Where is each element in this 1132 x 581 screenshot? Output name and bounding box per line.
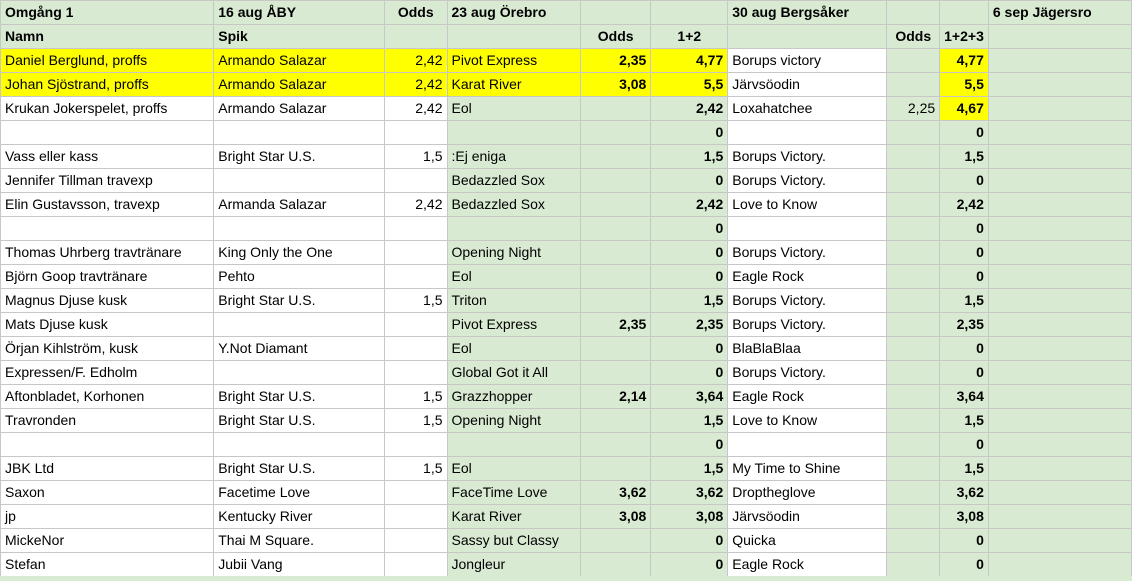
cell-empty[interactable] [988,217,1131,241]
cell-horse-race2[interactable]: Pivot Express [447,313,581,337]
cell-odds-race1[interactable] [384,361,447,385]
cell-name[interactable]: Aftonbladet, Korhonen [1,385,214,409]
cell-horse-race2[interactable]: Triton [447,289,581,313]
cell-horse-race3[interactable]: Love to Know [728,193,887,217]
cell-odds-race1[interactable] [384,553,447,577]
cell-empty[interactable] [988,409,1131,433]
table-row [1,553,1132,577]
table-row [1,241,1132,265]
table-row [1,121,1132,145]
cell-odds-race3[interactable] [887,481,940,505]
cell-sum12[interactable]: 0 [651,529,728,553]
cell-name[interactable] [1,217,214,241]
cell-race1[interactable]: 16 aug ÅBY [214,1,385,25]
cell-horse-race1[interactable]: Pehto [214,265,385,289]
cell-odds-race1[interactable]: 1,5 [384,289,447,313]
table-row [1,409,1132,433]
cell-sum123[interactable]: 0 [940,361,989,385]
cell-odds-race2[interactable]: 3,08 [581,73,651,97]
cell-name[interactable] [1,433,214,457]
cell-odds-race1[interactable]: 2,42 [384,97,447,121]
table-row [1,73,1132,97]
cell-round[interactable]: Omgång 1 [1,1,214,25]
cell-odds-race1[interactable] [384,313,447,337]
cell-odds-race3[interactable]: 2,25 [887,97,940,121]
cell-sum123[interactable]: 1,5 [940,409,989,433]
cell-odds-race1[interactable]: 2,42 [384,193,447,217]
cell-horse-race3[interactable] [728,217,887,241]
cell-horse-race3[interactable]: Borups Victory. [728,361,887,385]
cell-sum12[interactable]: 3,62 [651,481,728,505]
cell-horse-race3[interactable]: Borups Victory. [728,289,887,313]
cell-sum123[interactable]: 0 [940,121,989,145]
cell-horse-race1[interactable]: Jubii Vang [214,553,385,577]
cell-empty[interactable] [581,1,651,25]
cell-empty[interactable] [988,481,1131,505]
table-row [1,505,1132,529]
cell-horse-race3[interactable]: Love to Know [728,409,887,433]
cell-odds-race1[interactable] [384,241,447,265]
cell-odds-race3[interactable] [887,169,940,193]
table-row [1,97,1132,121]
cell-sum123[interactable]: 0 [940,553,989,577]
cell-horse-race2[interactable]: Sassy but Classy [447,529,581,553]
table-row [1,385,1132,409]
cell-name[interactable]: Vass eller kass [1,145,214,169]
cell-sum12[interactable]: 2,42 [651,193,728,217]
cell-odds-race3[interactable] [887,217,940,241]
cell-empty[interactable] [988,361,1131,385]
table-row [1,49,1132,73]
cell-empty[interactable] [988,25,1131,49]
cell-odds-race1[interactable] [384,481,447,505]
cell-name[interactable]: Stefan [1,553,214,577]
cell-sum12[interactable]: 0 [651,241,728,265]
cell-horse-race2[interactable]: Eol [447,457,581,481]
cell-empty[interactable] [940,1,989,25]
cell-odds-race2[interactable] [581,217,651,241]
cell-odds-race2[interactable] [581,553,651,577]
cell-horse-race3[interactable]: Eagle Rock [728,553,887,577]
cell-odds-race2[interactable] [581,121,651,145]
cell-horse-race2[interactable]: :Ej eniga [447,145,581,169]
cell-horse-race2[interactable]: Karat River [447,73,581,97]
cell-empty[interactable] [988,121,1131,145]
cell-odds-race2[interactable] [581,289,651,313]
cell-empty[interactable] [988,193,1131,217]
table-row [1,433,1132,457]
cell-horse-race1[interactable]: Kentucky River [214,505,385,529]
table-row [1,481,1132,505]
cell-horse-race3[interactable]: Eagle Rock [728,385,887,409]
cell-sum12-header[interactable]: 1+2 [651,25,728,49]
cell-odds-race1[interactable] [384,169,447,193]
cell-sum123[interactable]: 0 [940,265,989,289]
cell-sum12[interactable]: 1,5 [651,145,728,169]
cell-odds-race3[interactable] [887,385,940,409]
cell-pick-header[interactable]: Spik [214,25,385,49]
cell-horse-race2[interactable]: Eol [447,97,581,121]
cell-empty[interactable] [988,505,1131,529]
cell-horse-race2[interactable]: Eol [447,265,581,289]
cell-name[interactable]: JBK Ltd [1,457,214,481]
cell-name[interactable]: Örjan Kihlström, kusk [1,337,214,361]
cell-empty[interactable] [988,385,1131,409]
cell-empty[interactable] [988,457,1131,481]
cell-odds2-header[interactable]: Odds [581,25,651,49]
cell-odds-race3[interactable] [887,73,940,97]
cell-sum123[interactable]: 2,42 [940,193,989,217]
cell-sum12[interactable]: 1,5 [651,289,728,313]
cell-empty[interactable] [988,265,1131,289]
cell-odds-race3[interactable] [887,553,940,577]
cell-horse-race1[interactable]: King Only the One [214,241,385,265]
cell-odds-race3[interactable] [887,433,940,457]
cell-sum12[interactable]: 0 [651,433,728,457]
cell-odds-race1[interactable]: 1,5 [384,409,447,433]
cell-odds-race3[interactable] [887,145,940,169]
cell-horse-race3[interactable]: Loxahatchee [728,97,887,121]
table-row [1,217,1132,241]
cell-horse-race3[interactable]: Eagle Rock [728,265,887,289]
cell-name[interactable]: Elin Gustavsson, travexp [1,193,214,217]
cell-name[interactable]: Mats Djuse kusk [1,313,214,337]
table-row [1,193,1132,217]
cell-horse-race3[interactable]: Borups Victory. [728,241,887,265]
cell-sum123[interactable]: 1,5 [940,145,989,169]
cell-empty[interactable] [988,433,1131,457]
cell-odds-race2[interactable]: 2,35 [581,49,651,73]
cell-odds-race1[interactable]: 1,5 [384,385,447,409]
cell-sum12[interactable]: 0 [651,265,728,289]
cell-horse-race3[interactable]: Borups Victory. [728,145,887,169]
cell-odds-race1[interactable] [384,337,447,361]
cell-empty[interactable] [651,1,728,25]
cell-horse-race2[interactable]: Bedazzled Sox [447,169,581,193]
cell-sum12[interactable]: 3,64 [651,385,728,409]
cell-odds-race3[interactable] [887,241,940,265]
table-row [1,529,1132,553]
cell-odds-race2[interactable] [581,145,651,169]
cell-horse-race2[interactable]: Eol [447,337,581,361]
cell-horse-race1[interactable] [214,361,385,385]
cell-horse-race3[interactable] [728,121,887,145]
cell-odds-race3[interactable] [887,361,940,385]
cell-odds-race1[interactable]: 2,42 [384,49,447,73]
cell-sum12[interactable]: 5,5 [651,73,728,97]
table-row [1,361,1132,385]
cell-sum123[interactable]: 2,35 [940,313,989,337]
cell-sum123[interactable]: 3,08 [940,505,989,529]
cell-odds-race3[interactable] [887,289,940,313]
cell-empty[interactable] [988,553,1131,577]
cell-race4[interactable]: 6 sep Jägersro [988,1,1131,25]
cell-horse-race3[interactable]: Borups Victory. [728,169,887,193]
cell-name[interactable]: Travronden [1,409,214,433]
cell-odds-race3[interactable] [887,313,940,337]
cell-sum123[interactable]: 3,64 [940,385,989,409]
cell-odds-race2[interactable]: 2,14 [581,385,651,409]
cell-sum12[interactable]: 1,5 [651,457,728,481]
cell-name[interactable]: Daniel Berglund, proffs [1,49,214,73]
header-row-2 [1,25,1132,49]
cell-horse-race2[interactable]: Karat River [447,505,581,529]
cell-horse-race2[interactable]: Opening Night [447,241,581,265]
cell-horse-race1[interactable]: Thai M Square. [214,529,385,553]
cell-empty[interactable] [988,289,1131,313]
cell-horse-race3[interactable]: Droptheglove [728,481,887,505]
cell-odds1-header[interactable]: Odds [384,1,447,25]
cell-empty[interactable] [988,337,1131,361]
cell-race2[interactable]: 23 aug Örebro [447,1,581,25]
cell-odds-race3[interactable] [887,337,940,361]
table-row [1,289,1132,313]
cell-odds-race1[interactable] [384,265,447,289]
cell-sum123[interactable]: 4,67 [940,97,989,121]
cell-horse-race3[interactable] [728,433,887,457]
cell-sum12[interactable]: 0 [651,217,728,241]
table-row [1,337,1132,361]
cell-odds-race2[interactable] [581,457,651,481]
cell-sum12[interactable]: 0 [651,169,728,193]
table-row [1,457,1132,481]
cell-name[interactable]: jp [1,505,214,529]
cell-empty[interactable] [988,313,1131,337]
cell-sum12[interactable]: 0 [651,337,728,361]
table-row [1,265,1132,289]
cell-sum12[interactable]: 0 [651,553,728,577]
cell-empty[interactable] [447,25,581,49]
cell-sum123[interactable]: 0 [940,433,989,457]
cell-odds-race2[interactable] [581,433,651,457]
cell-sum123[interactable]: 4,77 [940,49,989,73]
cell-sum12[interactable]: 0 [651,361,728,385]
cell-odds-race2[interactable] [581,529,651,553]
cell-sum12[interactable]: 2,42 [651,97,728,121]
cell-horse-race2[interactable]: Jongleur [447,553,581,577]
cell-odds-race1[interactable] [384,433,447,457]
cell-horse-race1[interactable]: Y.Not Diamant [214,337,385,361]
cell-empty[interactable] [384,25,447,49]
cell-name[interactable]: Magnus Djuse kusk [1,289,214,313]
cell-odds-race2[interactable] [581,193,651,217]
cell-odds-race1[interactable] [384,505,447,529]
cell-sum12[interactable]: 0 [651,121,728,145]
cell-odds3-header[interactable]: Odds [887,25,940,49]
cell-horse-race1[interactable]: Armanda Salazar [214,193,385,217]
cell-horse-race1[interactable] [214,121,385,145]
cell-name[interactable]: Thomas Uhrberg travtränare [1,241,214,265]
cell-odds-race1[interactable]: 1,5 [384,145,447,169]
cell-empty[interactable] [887,1,940,25]
cell-odds-race3[interactable] [887,409,940,433]
cell-horse-race2[interactable]: FaceTime Love [447,481,581,505]
cell-odds-race3[interactable] [887,121,940,145]
cell-odds-race3[interactable] [887,457,940,481]
cell-horse-race2[interactable] [447,121,581,145]
cell-sum12[interactable]: 3,08 [651,505,728,529]
cell-odds-race1[interactable] [384,217,447,241]
cell-odds-race2[interactable] [581,241,651,265]
cell-horse-race2[interactable]: Opening Night [447,409,581,433]
table-row [1,169,1132,193]
cell-odds-race2[interactable] [581,169,651,193]
cell-empty[interactable] [988,529,1131,553]
cell-name[interactable]: Saxon [1,481,214,505]
cell-sum123[interactable]: 0 [940,529,989,553]
cell-horse-race2[interactable] [447,433,581,457]
header-row-1 [1,1,1132,25]
cell-odds-race3[interactable] [887,193,940,217]
cell-odds-race2[interactable]: 3,08 [581,505,651,529]
cell-name[interactable] [1,121,214,145]
cell-odds-race3[interactable] [887,505,940,529]
cell-odds-race1[interactable] [384,121,447,145]
cell-sum123[interactable]: 1,5 [940,457,989,481]
cell-horse-race1[interactable]: Armando Salazar [214,97,385,121]
cell-sum123[interactable]: 1,5 [940,289,989,313]
cell-horse-race1[interactable]: Bright Star U.S. [214,289,385,313]
cell-empty[interactable] [988,145,1131,169]
cell-horse-race1[interactable] [214,217,385,241]
cell-odds-race2[interactable]: 3,62 [581,481,651,505]
cell-odds-race1[interactable]: 2,42 [384,73,447,97]
cell-sum123[interactable]: 0 [940,241,989,265]
cell-empty[interactable] [988,97,1131,121]
cell-horse-race2[interactable]: Bedazzled Sox [447,193,581,217]
cell-empty[interactable] [988,169,1131,193]
cell-horse-race2[interactable]: Global Got it All [447,361,581,385]
cell-odds-race3[interactable] [887,265,940,289]
cell-odds-race2[interactable]: 2,35 [581,313,651,337]
cell-sum12[interactable]: 4,77 [651,49,728,73]
cell-sum12[interactable]: 2,35 [651,313,728,337]
cell-horse-race1[interactable] [214,433,385,457]
cell-odds-race3[interactable] [887,529,940,553]
cell-name[interactable]: Krukan Jokerspelet, proffs [1,97,214,121]
cell-sum123[interactable]: 3,62 [940,481,989,505]
table-row [1,313,1132,337]
cell-odds-race2[interactable] [581,361,651,385]
cell-odds-race2[interactable] [581,337,651,361]
cell-name[interactable]: Johan Sjöstrand, proffs [1,73,214,97]
cell-horse-race1[interactable]: Bright Star U.S. [214,385,385,409]
cell-sum123[interactable]: 0 [940,169,989,193]
cell-horse-race3[interactable]: Borups Victory. [728,313,887,337]
sheet-background [0,576,1132,581]
cell-odds-race1[interactable]: 1,5 [384,457,447,481]
cell-horse-race3[interactable]: Järvsöodin [728,73,887,97]
table-row [1,145,1132,169]
cell-horse-race1[interactable]: Bright Star U.S. [214,457,385,481]
cell-horse-race3[interactable]: My Time to Shine [728,457,887,481]
cell-odds-race3[interactable] [887,49,940,73]
cell-sum123-header[interactable]: 1+2+3 [940,25,989,49]
cell-sum12[interactable]: 1,5 [651,409,728,433]
cell-horse-race1[interactable]: Armando Salazar [214,73,385,97]
cell-empty[interactable] [988,49,1131,73]
cell-horse-race3[interactable]: BlaBlaBlaa [728,337,887,361]
cell-horse-race1[interactable]: Facetime Love [214,481,385,505]
cell-horse-race3[interactable]: Järvsöodin [728,505,887,529]
cell-name[interactable]: MickeNor [1,529,214,553]
cell-empty[interactable] [728,25,887,49]
cell-horse-race2[interactable]: Pivot Express [447,49,581,73]
cell-sum123[interactable]: 5,5 [940,73,989,97]
cell-name[interactable]: Björn Goop travtränare [1,265,214,289]
cell-odds-race2[interactable] [581,97,651,121]
cell-race3[interactable]: 30 aug Bergsåker [728,1,887,25]
cell-horse-race2[interactable]: Grazzhopper [447,385,581,409]
cell-empty[interactable] [988,241,1131,265]
cell-horse-race1[interactable]: Armando Salazar [214,49,385,73]
cell-odds-race1[interactable] [384,529,447,553]
cell-horse-race2[interactable] [447,217,581,241]
cell-horse-race1[interactable] [214,313,385,337]
cell-horse-race1[interactable]: Bright Star U.S. [214,409,385,433]
cell-sum123[interactable]: 0 [940,217,989,241]
cell-horse-race1[interactable]: Bright Star U.S. [214,145,385,169]
cell-name[interactable]: Expressen/F. Edholm [1,361,214,385]
cell-horse-race1[interactable] [214,169,385,193]
cell-name[interactable]: Jennifer Tillman travexp [1,169,214,193]
cell-horse-race3[interactable]: Borups victory [728,49,887,73]
cell-sum123[interactable]: 0 [940,337,989,361]
cell-empty[interactable] [988,73,1131,97]
cell-horse-race3[interactable]: Quicka [728,529,887,553]
cell-odds-race2[interactable] [581,265,651,289]
cell-odds-race2[interactable] [581,409,651,433]
cell-name-header[interactable]: Namn [1,25,214,49]
